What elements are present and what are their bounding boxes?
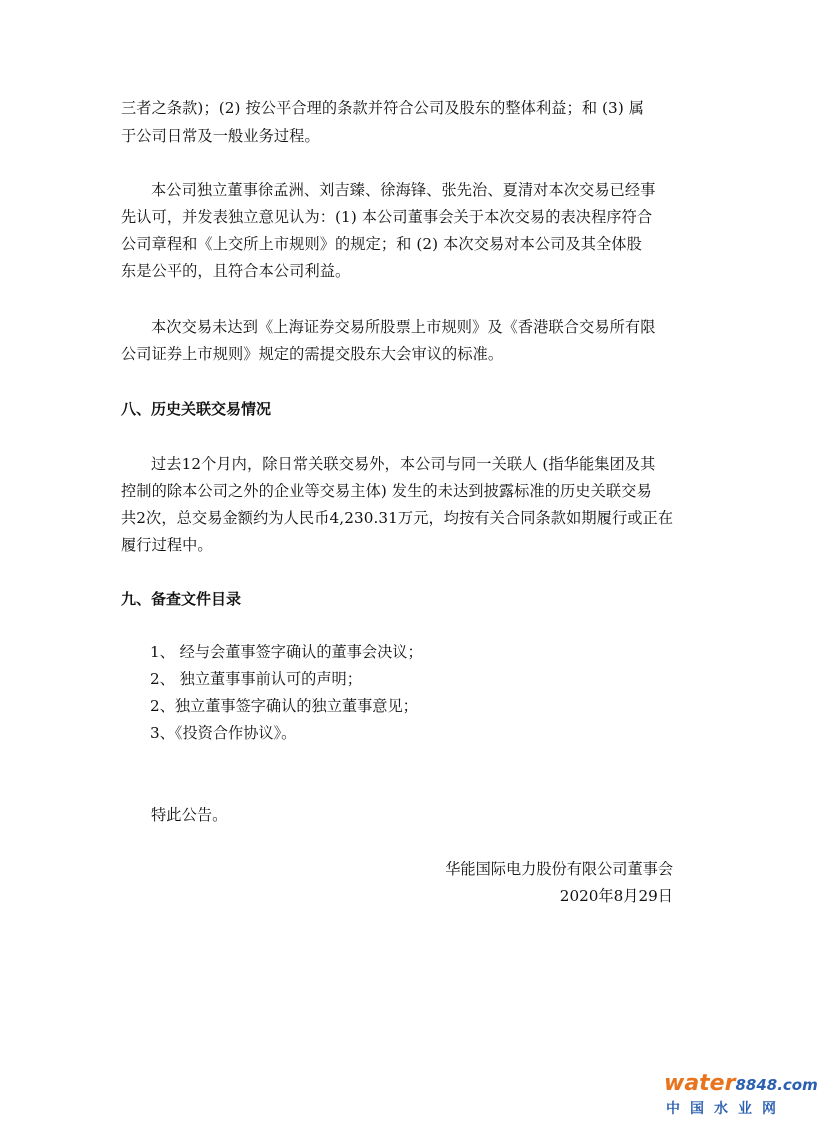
logo-tagline: 中国水业网 — [666, 1101, 786, 1117]
paragraph-1-line-1: 三者之条款)；(2) 按公平合理的条款并符合公司及股东的整体利益；和 (3) 属 — [121, 99, 645, 117]
paragraph-2-line-3: 公司章程和《上交所上市规则》的规定；和 (2) 本次交易对本公司及其全体股 — [121, 235, 642, 253]
paragraph-3-line-2: 公司证券上市规则》规定的需提交股东大会审议的标准。 — [121, 345, 504, 363]
reference-item-1: 1、 经与会董事签字确认的董事会决议； — [150, 643, 423, 661]
signature-company: 华能国际电力股份有限公司董事会 — [445, 860, 673, 878]
section-8-line-4: 履行过程中。 — [121, 536, 213, 554]
notice-text: 特此公告。 — [151, 806, 228, 824]
section-8-line-1: 过去12个月内，除日常关联交易外，本公司与同一关联人 (指华能集团及其 — [151, 455, 656, 473]
reference-item-3: 2、独立董事签字确认的独立董事意见； — [150, 697, 418, 715]
logo-brand-word: water — [664, 1071, 736, 1096]
reference-item-2: 2、 独立董事事前认可的声明； — [150, 670, 362, 688]
paragraph-1-line-2: 于公司日常及一般业务过程。 — [121, 127, 320, 145]
section-8-heading: 八、历史关联交易情况 — [121, 400, 272, 418]
reference-item-4: 3、《投资合作协议》。 — [150, 724, 297, 742]
paragraph-2-line-2: 先认可，并发表独立意见认为：(1) 本公司董事会关于本次交易的表决程序符合 — [121, 208, 653, 226]
section-8-line-2: 控制的除本公司之外的企业等交易主体) 发生的未达到披露标准的历史关联交易 — [121, 482, 652, 500]
water8848-logo — [664, 1071, 818, 1118]
paragraph-2-line-4: 东是公平的，且符合本公司利益。 — [121, 262, 351, 280]
logo-brand-suffix: .com — [777, 1076, 818, 1094]
paragraph-2-line-1: 本公司独立董事徐孟洲、刘吉臻、徐海锋、张先治、夏清对本次交易已经事 — [151, 181, 656, 199]
paragraph-3-line-1: 本次交易未达到《上海证券交易所股票上市规则》及《香港联合交易所有限 — [151, 318, 656, 336]
logo-brand-number: 8848 — [735, 1076, 778, 1094]
section-8-line-3: 共2次，总交易金额约为人民币4,230.31万元，均按有关合同条款如期履行或正在 — [121, 509, 674, 527]
signature-date: 2020年8月29日 — [559, 887, 673, 905]
section-9-heading: 九、备查文件目录 — [121, 590, 242, 608]
